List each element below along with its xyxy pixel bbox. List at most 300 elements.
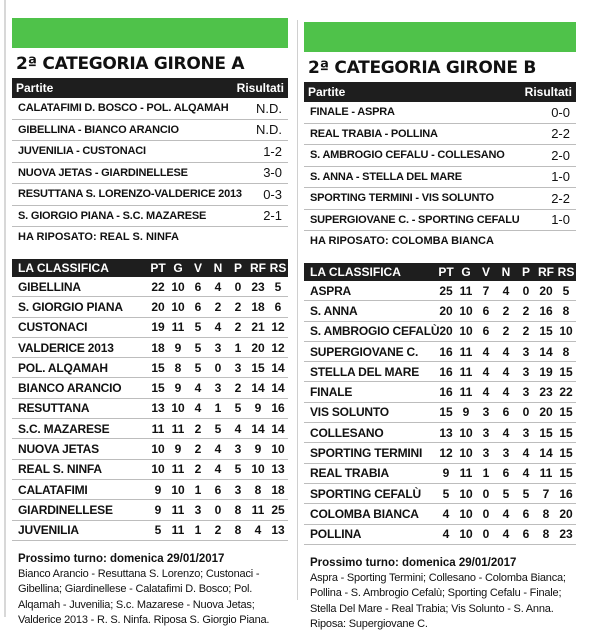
team-stat: 11 <box>168 459 188 479</box>
team-name: REAL S. NINFA <box>12 459 148 479</box>
team-stat: 4 <box>208 317 228 337</box>
match-result: 0-0 <box>551 104 570 120</box>
standings-row <box>12 317 288 337</box>
team-name: S. AMBROGIO CEFALÙ <box>304 321 436 341</box>
standings-header: P <box>228 259 248 277</box>
match-row <box>12 98 288 120</box>
standings-header: P <box>516 263 536 281</box>
team-stat: 16 <box>536 301 556 321</box>
match-row <box>304 188 576 210</box>
match-teams: REAL TRABIA - POLLINA <box>310 127 438 140</box>
team-stat: 5 <box>496 483 516 503</box>
team-stat: 25 <box>436 281 456 301</box>
standings-row <box>304 402 576 422</box>
team-name: GIARDINELLESE <box>12 500 148 520</box>
team-stat: 9 <box>436 463 456 483</box>
team-stat: 4 <box>496 524 516 544</box>
team-stat: 20 <box>556 504 576 524</box>
team-stat: 2 <box>496 321 516 341</box>
team-stat: 10 <box>148 439 168 459</box>
team-stat: 16 <box>436 341 456 361</box>
team-stat: 5 <box>188 317 208 337</box>
standings-body <box>304 281 576 544</box>
team-stat: 9 <box>168 378 188 398</box>
team-name: POL. ALQAMAH <box>12 358 148 378</box>
team-name: SUPERGIOVANE C. <box>304 341 436 361</box>
team-stat: 3 <box>516 362 536 382</box>
match-row <box>304 210 576 232</box>
standings-row <box>12 337 288 357</box>
team-stat: 16 <box>436 362 456 382</box>
team-stat: 6 <box>208 479 228 499</box>
standings-header: LA CLASSIFICA <box>304 263 436 281</box>
standings-row <box>12 500 288 520</box>
next-round <box>12 553 288 629</box>
team-stat: 20 <box>248 337 268 357</box>
team-stat: 10 <box>148 459 168 479</box>
team-stat: 10 <box>168 277 188 297</box>
team-stat: 4 <box>496 504 516 524</box>
team-stat: 11 <box>168 419 188 439</box>
team-stat: 14 <box>268 378 288 398</box>
team-stat: 11 <box>168 500 188 520</box>
team-stat: 15 <box>556 362 576 382</box>
team-stat: 15 <box>556 443 576 463</box>
team-stat: 6 <box>188 277 208 297</box>
team-stat: 7 <box>476 281 496 301</box>
matches-list <box>12 98 288 227</box>
team-stat: 18 <box>148 337 168 357</box>
team-stat: 8 <box>536 504 556 524</box>
team-stat: 2 <box>228 378 248 398</box>
standings-table <box>304 263 576 545</box>
standings-row <box>12 398 288 418</box>
team-stat: 1 <box>208 398 228 418</box>
team-stat: 15 <box>556 423 576 443</box>
team-stat: 15 <box>556 402 576 422</box>
team-stat: 5 <box>188 337 208 357</box>
team-name: RESUTTANA <box>12 398 148 418</box>
team-stat: 15 <box>536 321 556 341</box>
match-result: 0-3 <box>263 186 282 202</box>
team-stat: 5 <box>436 483 456 503</box>
team-stat: 4 <box>248 520 268 540</box>
team-stat: 3 <box>476 402 496 422</box>
match-row <box>12 184 288 206</box>
team-stat: 14 <box>536 443 556 463</box>
team-stat: 5 <box>516 483 536 503</box>
matches-header-label: Partite <box>308 85 346 99</box>
team-stat: 15 <box>536 423 556 443</box>
girone-b-column <box>304 0 576 633</box>
team-stat: 4 <box>436 504 456 524</box>
match-row <box>12 120 288 142</box>
team-name: S. ANNA <box>304 301 436 321</box>
team-stat: 5 <box>228 398 248 418</box>
team-stat: 20 <box>436 301 456 321</box>
match-result: 2-2 <box>551 126 570 142</box>
team-stat: 10 <box>268 439 288 459</box>
team-stat: 8 <box>168 358 188 378</box>
standings-row <box>12 297 288 317</box>
team-stat: 4 <box>476 341 496 361</box>
team-stat: 9 <box>248 398 268 418</box>
girone-a-column <box>12 0 288 629</box>
team-stat: 6 <box>188 297 208 317</box>
team-stat: 9 <box>148 500 168 520</box>
team-stat: 4 <box>496 281 516 301</box>
match-result: 2-2 <box>551 190 570 206</box>
match-result: 1-2 <box>263 143 282 159</box>
standings-row <box>12 277 288 297</box>
team-name: CUSTONACI <box>12 317 148 337</box>
team-name: ASPRA <box>304 281 436 301</box>
team-stat: 3 <box>476 423 496 443</box>
team-stat: 1 <box>188 520 208 540</box>
standings-header-row <box>12 259 288 277</box>
standings-row <box>304 504 576 524</box>
results-header-label: Risultati <box>524 85 572 99</box>
match-teams: NUOVA JETAS - GIARDINELLESE <box>18 166 188 179</box>
team-stat: 4 <box>228 419 248 439</box>
standings-header: LA CLASSIFICA <box>12 259 148 277</box>
team-stat: 0 <box>516 281 536 301</box>
team-stat: 4 <box>516 463 536 483</box>
standings-header: V <box>476 263 496 281</box>
standings-row <box>304 483 576 503</box>
team-stat: 14 <box>536 341 556 361</box>
team-stat: 11 <box>456 281 476 301</box>
team-name: FINALE <box>304 382 436 402</box>
team-stat: 0 <box>476 483 496 503</box>
team-stat: 4 <box>476 382 496 402</box>
match-teams: CALATAFIMI D. BOSCO - POL. ALQAMAH <box>18 102 229 115</box>
team-stat: 4 <box>496 362 516 382</box>
team-stat: 13 <box>268 459 288 479</box>
standings-header: G <box>168 259 188 277</box>
team-stat: 21 <box>248 317 268 337</box>
match-teams: FINALE - ASPRA <box>310 106 395 119</box>
next-round-fixtures: Aspra - Sporting Termini; Collesano - Colomba Bianca; Pollina - S. Ambrogio Cefalù; Sporting Cefalu - Finale; Stella Del Mare - Real Trabia; Vis Solunto - S. Anna. Riposa: Supergiovane C. <box>310 571 566 631</box>
team-stat: 10 <box>248 459 268 479</box>
team-stat: 12 <box>268 337 288 357</box>
team-stat: 0 <box>208 500 228 520</box>
team-stat: 13 <box>148 398 168 418</box>
team-stat: 9 <box>148 479 168 499</box>
team-stat: 3 <box>516 423 536 443</box>
next-round-title: Prossimo turno: domenica 29/01/2017 <box>310 556 517 569</box>
team-stat: 6 <box>268 297 288 317</box>
team-stat: 6 <box>476 301 496 321</box>
team-name: GIBELLINA <box>12 277 148 297</box>
team-stat: 9 <box>456 402 476 422</box>
team-name: REAL TRABIA <box>304 463 436 483</box>
team-stat: 13 <box>268 520 288 540</box>
team-stat: 8 <box>556 301 576 321</box>
team-stat: 16 <box>436 382 456 402</box>
team-stat: 11 <box>456 463 476 483</box>
team-stat: 2 <box>516 321 536 341</box>
team-stat: 25 <box>268 500 288 520</box>
match-teams: S. ANNA - STELLA DEL MARE <box>310 170 462 183</box>
standings-row <box>304 321 576 341</box>
standings-row <box>304 301 576 321</box>
riposo-note: HA RIPOSATO: REAL S. NINFA <box>18 231 179 243</box>
team-stat: 10 <box>456 483 476 503</box>
team-stat: 8 <box>228 520 248 540</box>
team-stat: 11 <box>148 419 168 439</box>
team-stat: 22 <box>556 382 576 402</box>
team-stat: 19 <box>536 362 556 382</box>
team-stat: 15 <box>436 402 456 422</box>
match-result: N.D. <box>256 100 282 116</box>
standings-header-row <box>304 263 576 281</box>
team-stat: 14 <box>248 419 268 439</box>
team-stat: 4 <box>476 362 496 382</box>
team-stat: 5 <box>208 419 228 439</box>
team-stat: 3 <box>228 479 248 499</box>
green-banner <box>304 22 576 52</box>
team-stat: 23 <box>248 277 268 297</box>
team-stat: 10 <box>456 443 476 463</box>
girone-a-title: 2ª CATEGORIA GIRONE A <box>16 54 245 74</box>
team-stat: 0 <box>476 524 496 544</box>
team-stat: 13 <box>436 423 456 443</box>
team-stat: 6 <box>496 463 516 483</box>
standings-row <box>304 423 576 443</box>
team-stat: 4 <box>208 459 228 479</box>
team-stat: 5 <box>188 358 208 378</box>
standings-row <box>304 281 576 301</box>
girone-b-title: 2ª CATEGORIA GIRONE B <box>308 58 536 78</box>
match-teams: GIBELLINA - BIANCO ARANCIO <box>18 123 179 136</box>
standings-header: RF <box>250 261 266 275</box>
team-stat: 5 <box>228 459 248 479</box>
standings-header: RS <box>269 261 287 275</box>
team-stat: 3 <box>516 382 536 402</box>
team-stat: 1 <box>188 479 208 499</box>
team-stat: 11 <box>168 520 188 540</box>
team-name: SPORTING TERMINI <box>304 443 436 463</box>
team-stat: 9 <box>168 439 188 459</box>
team-stat: 3 <box>228 358 248 378</box>
match-teams: SPORTING TERMINI - VIS SOLUNTO <box>310 192 494 205</box>
team-stat: 4 <box>208 439 228 459</box>
team-stat: 3 <box>208 378 228 398</box>
team-stat: 4 <box>188 378 208 398</box>
team-stat: 2 <box>228 297 248 317</box>
standings-header: G <box>456 263 476 281</box>
team-name: COLOMBA BIANCA <box>304 504 436 524</box>
riposo-note: HA RIPOSATO: COLOMBA BIANCA <box>310 235 494 247</box>
match-result: 2-1 <box>263 208 282 224</box>
team-stat: 3 <box>496 443 516 463</box>
team-stat: 3 <box>476 443 496 463</box>
team-stat: 3 <box>208 337 228 357</box>
team-stat: 5 <box>556 281 576 301</box>
standings-row <box>304 362 576 382</box>
standings-row <box>304 443 576 463</box>
team-stat: 0 <box>516 402 536 422</box>
team-stat: 0 <box>228 277 248 297</box>
team-name: NUOVA JETAS <box>12 439 148 459</box>
standings-row <box>304 382 576 402</box>
standings-row <box>304 341 576 361</box>
team-name: VIS SOLUNTO <box>304 402 436 422</box>
team-stat: 11 <box>536 463 556 483</box>
page-edge <box>4 0 6 617</box>
team-stat: 20 <box>536 281 556 301</box>
team-stat: 10 <box>456 423 476 443</box>
team-stat: 10 <box>168 297 188 317</box>
team-stat: 18 <box>268 479 288 499</box>
team-stat: 14 <box>268 358 288 378</box>
team-stat: 2 <box>516 301 536 321</box>
match-result: 3-0 <box>263 165 282 181</box>
team-stat: 10 <box>456 504 476 524</box>
team-stat: 15 <box>248 358 268 378</box>
team-name: S. GIORGIO PIANA <box>12 297 148 317</box>
match-row <box>304 167 576 189</box>
team-stat: 5 <box>148 520 168 540</box>
matches-list <box>304 102 576 231</box>
team-stat: 10 <box>456 321 476 341</box>
match-result: 1-0 <box>551 212 570 228</box>
team-stat: 1 <box>228 337 248 357</box>
team-stat: 11 <box>456 382 476 402</box>
match-teams: S. GIORGIO PIANA - S.C. MAZARESE <box>18 209 207 222</box>
team-stat: 2 <box>208 297 228 317</box>
team-stat: 2 <box>188 459 208 479</box>
standings-row <box>304 524 576 544</box>
team-stat: 23 <box>556 524 576 544</box>
team-stat: 15 <box>556 463 576 483</box>
team-stat: 6 <box>516 504 536 524</box>
matches-header <box>304 82 576 102</box>
team-stat: 0 <box>476 504 496 524</box>
team-name: SPORTING CEFALÙ <box>304 483 436 503</box>
team-stat: 14 <box>268 419 288 439</box>
team-stat: 4 <box>188 398 208 418</box>
match-result: 2-0 <box>551 147 570 163</box>
team-stat: 8 <box>536 524 556 544</box>
team-stat: 11 <box>456 341 476 361</box>
team-stat: 9 <box>248 439 268 459</box>
standings-header: RS <box>557 265 575 279</box>
team-stat: 3 <box>188 500 208 520</box>
standings-header: RF <box>538 265 554 279</box>
team-stat: 11 <box>168 317 188 337</box>
team-stat: 10 <box>168 479 188 499</box>
standings-header: N <box>208 259 228 277</box>
team-stat: 1 <box>476 463 496 483</box>
team-stat: 4 <box>496 423 516 443</box>
team-name: COLLESANO <box>304 423 436 443</box>
match-teams: JUVENILIA - CUSTONACI <box>18 145 146 158</box>
standings-row <box>12 520 288 540</box>
results-header-label: Risultati <box>236 81 284 95</box>
team-stat: 2 <box>208 520 228 540</box>
team-stat: 4 <box>436 524 456 544</box>
team-stat: 22 <box>148 277 168 297</box>
team-stat: 2 <box>496 301 516 321</box>
standings-body <box>12 277 288 540</box>
match-row <box>12 163 288 185</box>
team-name: VALDERICE 2013 <box>12 337 148 357</box>
standings-row <box>12 358 288 378</box>
match-row <box>304 145 576 167</box>
team-stat: 8 <box>556 341 576 361</box>
standings-header: PT <box>436 263 456 281</box>
team-stat: 10 <box>456 524 476 544</box>
team-stat: 10 <box>456 301 476 321</box>
team-stat: 15 <box>148 358 168 378</box>
team-stat: 4 <box>208 277 228 297</box>
next-round <box>304 557 576 633</box>
team-stat: 6 <box>476 321 496 341</box>
team-stat: 10 <box>168 398 188 418</box>
team-stat: 2 <box>188 439 208 459</box>
team-stat: 11 <box>248 500 268 520</box>
team-name: S.C. MAZARESE <box>12 419 148 439</box>
team-stat: 12 <box>436 443 456 463</box>
next-round-title: Prossimo turno: domenica 29/01/2017 <box>18 552 225 565</box>
team-stat: 9 <box>168 337 188 357</box>
team-stat: 12 <box>268 317 288 337</box>
team-stat: 4 <box>516 443 536 463</box>
team-stat: 3 <box>516 341 536 361</box>
standings-row <box>12 459 288 479</box>
team-stat: 15 <box>148 378 168 398</box>
team-stat: 11 <box>456 362 476 382</box>
standings-header: PT <box>148 259 168 277</box>
match-row <box>12 141 288 163</box>
team-stat: 7 <box>536 483 556 503</box>
team-stat: 20 <box>536 402 556 422</box>
matches-header-label: Partite <box>16 81 54 95</box>
column-divider <box>297 20 298 600</box>
match-teams: RESUTTANA S. LORENZO-VALDERICE 2013 <box>18 188 242 201</box>
standings-table <box>12 259 288 541</box>
team-stat: 8 <box>228 500 248 520</box>
team-stat: 20 <box>148 297 168 317</box>
match-result: 1-0 <box>551 169 570 185</box>
match-row <box>304 124 576 146</box>
team-stat: 16 <box>268 398 288 418</box>
team-name: CALATAFIMI <box>12 479 148 499</box>
team-stat: 4 <box>496 341 516 361</box>
team-stat: 14 <box>248 378 268 398</box>
team-stat: 23 <box>536 382 556 402</box>
standings-row <box>304 463 576 483</box>
team-name: BIANCO ARANCIO <box>12 378 148 398</box>
team-stat: 6 <box>496 402 516 422</box>
team-stat: 20 <box>436 321 456 341</box>
team-stat: 19 <box>148 317 168 337</box>
team-stat: 6 <box>516 524 536 544</box>
team-name: STELLA DEL MARE <box>304 362 436 382</box>
standings-header: N <box>496 263 516 281</box>
next-round-fixtures: Bianco Arancio - Resuttana S. Lorenzo; Custonaci - Gibellina; Giardinellese - Calatafimi D. Bosco; Pol. Alqamah - Juvenilia; S.c. Mazarese - Nuova Jetas; Valderice 2013 - R. S. Ninfa. Riposa S. Giorgio Piana. <box>18 567 270 627</box>
match-teams: S. AMBROGIO CEFALU - COLLESANO <box>310 149 505 162</box>
matches-header <box>12 78 288 98</box>
team-stat: 0 <box>208 358 228 378</box>
team-stat: 18 <box>248 297 268 317</box>
team-stat: 4 <box>496 382 516 402</box>
match-row <box>304 102 576 124</box>
standings-row <box>12 479 288 499</box>
standings-row <box>12 378 288 398</box>
